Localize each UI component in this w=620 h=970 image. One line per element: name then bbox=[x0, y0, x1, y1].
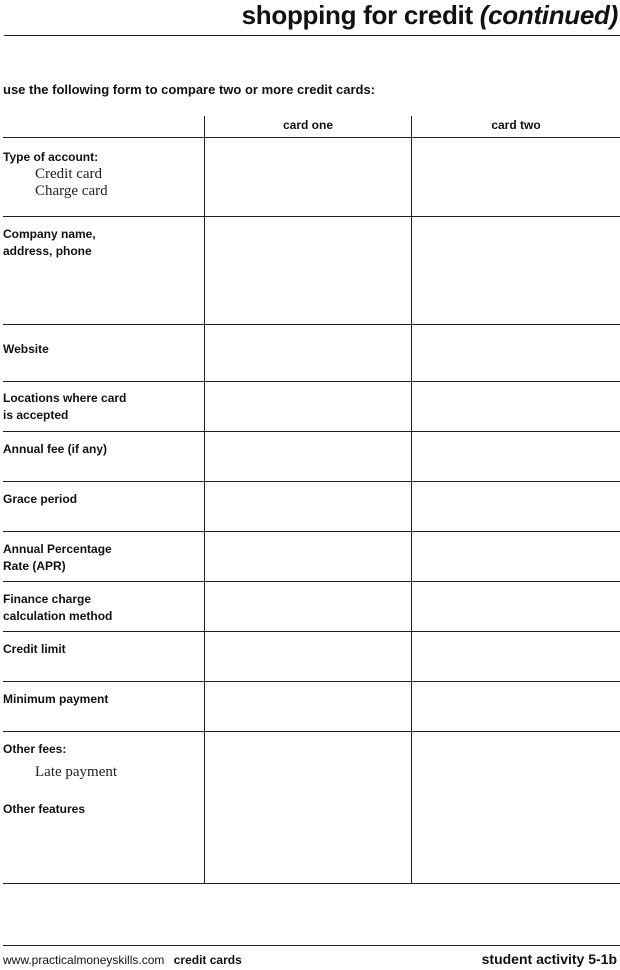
row-company bbox=[3, 226, 133, 260]
row-grace-period bbox=[3, 491, 203, 508]
instructions-text: use the following form to compare two or more credit cards: bbox=[3, 82, 375, 97]
row-divider bbox=[3, 883, 620, 884]
footer-topic: credit cards bbox=[173, 953, 242, 967]
row-divider bbox=[3, 631, 620, 632]
row-minimum-payment bbox=[3, 691, 203, 708]
row-label: Type of account: bbox=[3, 150, 99, 164]
row-type-of-account bbox=[3, 149, 203, 200]
row-label: Locations where card is accepted bbox=[3, 391, 127, 422]
row-label: Grace period bbox=[3, 492, 78, 506]
row-divider bbox=[3, 581, 620, 582]
option-charge-card: Charge card bbox=[35, 183, 108, 199]
row-divider bbox=[3, 731, 620, 732]
column-header-card-one: card one bbox=[282, 118, 333, 132]
row-other-features bbox=[3, 801, 203, 818]
comparison-form bbox=[3, 116, 620, 884]
row-label: Finance charge calculation method bbox=[3, 592, 113, 623]
column-divider bbox=[411, 116, 412, 884]
row-label: Minimum payment bbox=[3, 692, 109, 706]
footer-activity: student activity 5-1b bbox=[481, 951, 617, 967]
row-divider bbox=[3, 481, 620, 482]
row-divider bbox=[3, 681, 620, 682]
row-divider bbox=[3, 216, 620, 217]
option-late-payment: Late payment bbox=[35, 764, 118, 780]
row-label: Other fees: bbox=[3, 742, 67, 756]
row-label: Other features bbox=[3, 802, 86, 816]
title-divider bbox=[4, 35, 620, 36]
row-label: Credit limit bbox=[3, 642, 66, 656]
title-continued: (continued) bbox=[479, 0, 618, 30]
footer-website: www.practicalmoneyskills.com bbox=[3, 953, 165, 967]
row-finance-charge bbox=[3, 591, 128, 625]
title-main: shopping for credit bbox=[241, 0, 473, 30]
footer-left bbox=[3, 953, 242, 967]
row-divider bbox=[3, 381, 620, 382]
row-credit-limit bbox=[3, 641, 203, 658]
row-label: Annual Percentage Rate (APR) bbox=[3, 542, 112, 573]
column-header-card-two: card two bbox=[491, 118, 541, 132]
row-other-fees bbox=[3, 741, 203, 781]
row-divider bbox=[3, 137, 620, 138]
option-credit-card: Credit card bbox=[35, 166, 103, 182]
row-annual-fee bbox=[3, 441, 203, 458]
row-divider bbox=[3, 431, 620, 432]
row-label: Website bbox=[3, 342, 49, 356]
row-label: Annual fee (if any) bbox=[3, 442, 108, 456]
row-apr bbox=[3, 541, 128, 575]
row-label: Company name, address, phone bbox=[3, 227, 96, 258]
row-website bbox=[3, 341, 203, 358]
row-divider bbox=[3, 531, 620, 532]
column-divider bbox=[204, 116, 205, 884]
row-divider bbox=[3, 324, 620, 325]
footer-divider bbox=[3, 945, 620, 946]
page-title bbox=[242, 0, 618, 31]
row-locations bbox=[3, 390, 128, 424]
